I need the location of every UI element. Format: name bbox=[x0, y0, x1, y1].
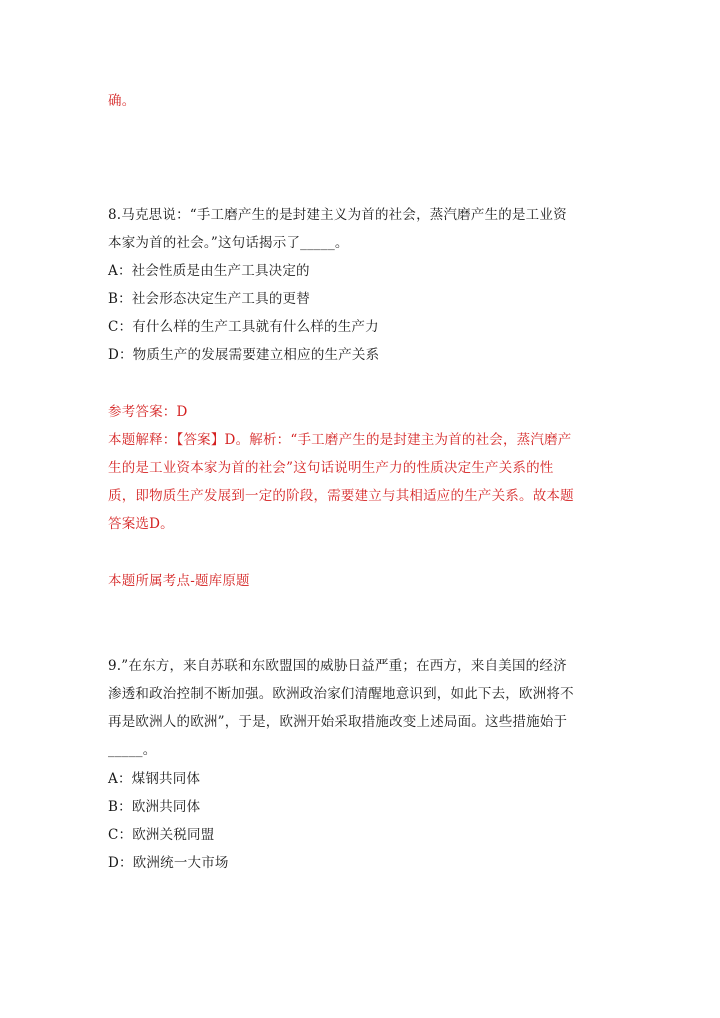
question-9-option-a: A：煤钢共同体 bbox=[108, 771, 201, 787]
question-9-stem-line-3: 再是欧洲人的欧洲”，于是，欧洲开始采取措施改变上述局面。这些措施始于 bbox=[108, 714, 568, 730]
question-8-option-a: A：社会性质是由生产工具决定的 bbox=[108, 263, 310, 279]
question-8-stem-line-2: 本家为首的社会。”这句话揭示了_____。 bbox=[108, 235, 349, 251]
question-8-explanation-line-4: 答案选D。 bbox=[108, 516, 174, 532]
question-9-option-c: C：欧洲关税同盟 bbox=[108, 827, 215, 843]
previous-answer-fragment: 确。 bbox=[108, 93, 136, 109]
question-8-stem-line-1: 8.马克思说：“手工磨产生的是封建主义为首的社会，蒸汽磨产生的是工业资 bbox=[108, 207, 567, 223]
question-8-option-c: C：有什么样的生产工具就有什么样的生产力 bbox=[108, 319, 379, 335]
question-8-answer: 参考答案：D bbox=[108, 404, 188, 420]
question-9-stem-line-2: 渗透和政治控制不断加强。欧洲政治家们清醒地意识到，如此下去，欧洲将不 bbox=[108, 686, 574, 702]
question-9-option-d: D：欧洲统一大市场 bbox=[108, 855, 229, 871]
question-8-explanation-line-1: 本题解释：【答案】D。解析：“手工磨产生的是封建主为首的社会，蒸汽磨产 bbox=[108, 432, 572, 448]
question-9-stem-line-4: _____。 bbox=[108, 742, 157, 758]
question-8-option-b: B：社会形态决定生产工具的更替 bbox=[108, 291, 310, 307]
question-9-option-b: B：欧洲共同体 bbox=[108, 799, 201, 815]
question-9-stem-line-1: 9.”在东方，来自苏联和东欧盟国的威胁日益严重；在西方，来自美国的经济 bbox=[108, 658, 567, 674]
question-8-explanation-line-3: 质，即物质生产发展到一定的阶段，需要建立与其相适应的生产关系。故本题 bbox=[108, 488, 574, 504]
question-8-explanation-line-2: 生的是工业资本家为首的社会”这句话说明生产力的性质决定生产关系的性 bbox=[108, 460, 554, 476]
question-8-category: 本题所属考点-题库原题 bbox=[108, 573, 250, 589]
question-8-option-d: D：物质生产的发展需要建立相应的生产关系 bbox=[108, 347, 380, 363]
